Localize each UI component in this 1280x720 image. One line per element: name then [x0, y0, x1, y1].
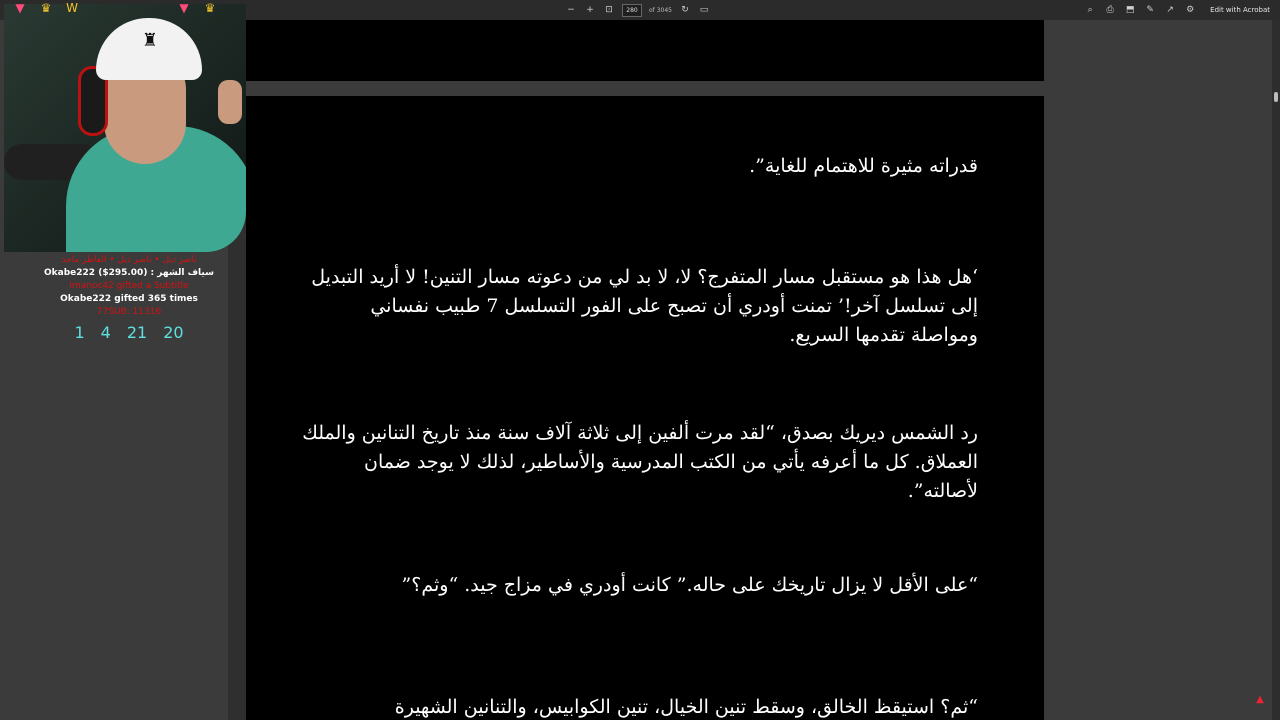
stream-alerts	[34, 254, 224, 343]
settings-icon[interactable]: ⚙	[1186, 5, 1195, 15]
annotate-icon[interactable]: ✎	[1146, 5, 1154, 15]
heart-deco-icon: ▼	[179, 1, 189, 15]
streamer-webcam	[4, 4, 246, 252]
top-sub-alert: Okabe222 ($295.00) : سياف الشهر	[44, 268, 214, 278]
page-paragraph: رد الشمس ديريك بصدق، “لقد مرت ألفين إلى ثلاثة آلاف سنة منذ تاريخ التنانين والملك العملاق. كل ما أعرفه يأتي من الكتب المدرسية والأساطير، لذلك لا يوجد ضمان لأصالته”.	[302, 422, 978, 502]
zoom-in-icon[interactable]: +	[586, 5, 594, 15]
page-view-icon[interactable]: ▭	[699, 5, 709, 15]
gift-alert: Imanoc42 gifted a Subtitle	[69, 281, 189, 291]
gift-count-alert: Okabe222 gifted 365 times	[60, 294, 198, 304]
crown-deco-icon: ♛	[204, 1, 216, 15]
page-paragraph: ‘هل هذا هو مستقبل مسار المتفرج؟ لا، لا بد لي من دعوته مسار التنين! لا أريد التبديل إلى تسلسل آخر!’ تمنت أودري أن تصبح على الفور التسلسل 7 طبيب نفساني ومواصلة تقدمها السريع.	[311, 266, 978, 346]
share-icon[interactable]: ↗	[1166, 5, 1174, 15]
goal-counters	[34, 323, 224, 343]
page-paragraph: “على الأقل لا يزال تاريخك على حاله.” كانت أودري في مزاج جيد. “وثم؟”	[401, 574, 978, 596]
page-paragraph: قدراته مثيرة للاهتمام للغاية”.	[749, 155, 978, 177]
page-number-input[interactable]: 280	[622, 4, 642, 17]
streamer-hand	[218, 80, 242, 124]
heart-deco-icon: ▼	[15, 1, 25, 15]
current-page	[246, 96, 1044, 720]
acrobat-logo-icon[interactable]: ▲	[1256, 694, 1264, 705]
overlay-decorations-left	[8, 0, 84, 20]
scrollbar-thumb[interactable]	[1274, 92, 1278, 102]
counter-value: 4	[100, 323, 111, 342]
vertical-scrollbar[interactable]	[1272, 20, 1280, 720]
counter-value: 21	[126, 323, 148, 342]
counter-value: 1	[74, 323, 85, 342]
counter-value: 20	[163, 323, 184, 342]
page-navigation	[565, 3, 710, 17]
fit-page-icon[interactable]: ⊡	[605, 5, 613, 15]
sub-counter-label: 77SUB: 11316	[96, 307, 162, 317]
zoom-out-icon[interactable]: −	[567, 5, 575, 15]
rotate-icon[interactable]: ↻	[681, 5, 689, 15]
search-icon[interactable]: ⌕	[1087, 5, 1093, 15]
edit-with-acrobat-button[interactable]: Edit with Acrobat	[1210, 6, 1270, 14]
w-logo-icon: W	[66, 1, 78, 15]
alert-line: ناصر ديل • ناصر ديل • العاطر ماجد	[61, 255, 197, 265]
previous-page	[246, 20, 1044, 81]
page-paragraph: “ثم؟ استيقظ الخالق، وسقط تنين الخيال، تنين الكوابيس، والتنانين الشهيرة	[394, 696, 978, 718]
save-icon[interactable]: ⬒	[1125, 5, 1135, 15]
overlay-decorations-right	[172, 0, 222, 20]
crown-deco-icon: ♛	[40, 1, 52, 15]
cap-logo-icon: ♜	[141, 30, 159, 51]
toolbar-actions	[1084, 3, 1270, 17]
page-total-label: of 3045	[649, 6, 672, 14]
print-icon[interactable]: ⎙	[1106, 5, 1114, 15]
